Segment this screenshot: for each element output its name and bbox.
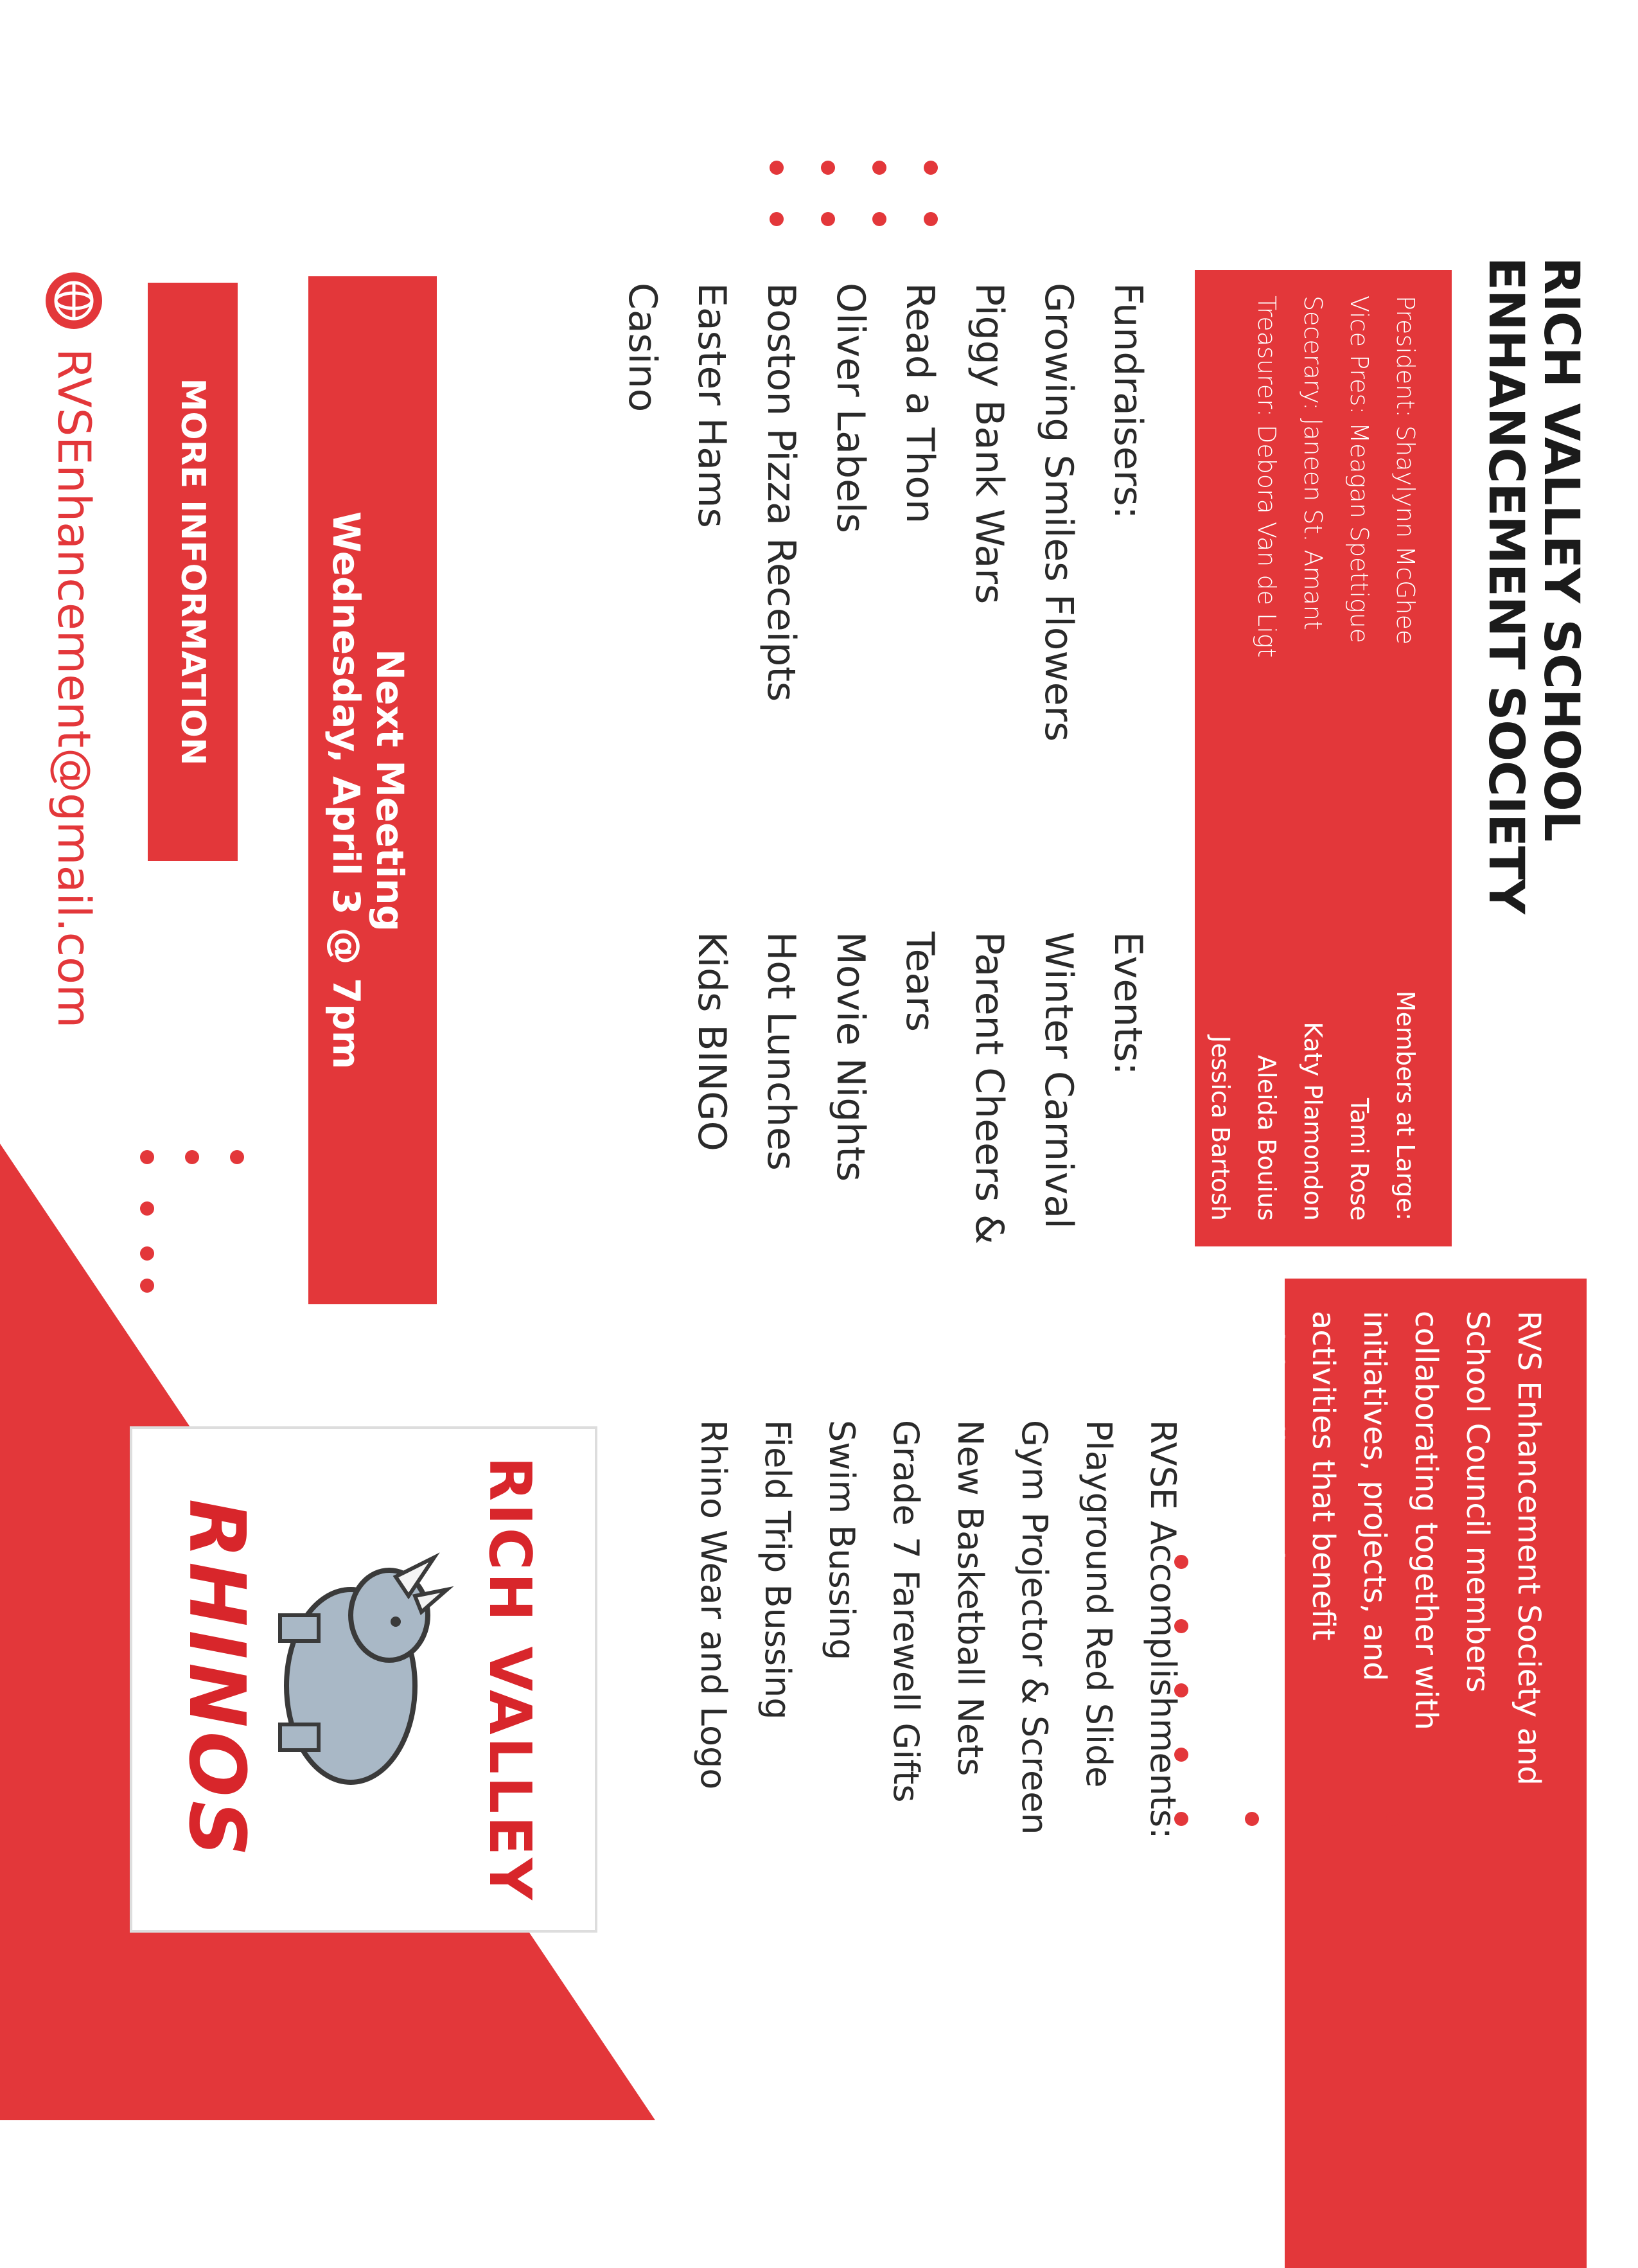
more-information-banner [148,283,238,861]
decor-dot [185,1150,199,1164]
officer-vice-president: Vice Pres: Meagan Spettigue [1345,296,1373,644]
next-meeting-banner [308,276,437,1304]
page-title [1479,257,1589,1156]
decor-dot [821,212,835,226]
list-item: Kids BINGO [689,932,734,1151]
officers-list [1244,296,1429,861]
member-name: Jessica Bartosh [1206,1035,1235,1221]
mission-panel [1254,1279,1587,2268]
events-list [677,932,1163,1446]
decor-dot [872,161,886,175]
mission-line: Rich Valley Students. [1254,1311,1290,1636]
member-name: Aleida Bouius [1253,1055,1281,1221]
list-item: Boston Pizza Receipts [759,283,804,702]
rhino-mascot-icon [267,1551,473,1808]
list-item: Field Trip Bussing [757,1420,798,1720]
decor-dot [140,1279,154,1293]
officer-treasurer: Treasurer: Debora Van de Ligt [1253,296,1281,658]
list-item: Movie Nights [828,932,873,1182]
officers-panel [1195,270,1452,1246]
decor-dot [230,1150,244,1164]
rhinos-logo [130,1426,597,1933]
contact-email-row [39,270,109,1105]
list-item: Casino [620,283,665,412]
meeting-date: Wednesday, April 3 @ 7pm [324,511,368,1070]
decor-dot [1245,1812,1259,1826]
more-information-label: MORE INFORMATION [173,378,212,766]
mission-line: initiatives, projects, and [1357,1311,1393,1681]
members-at-large [1197,887,1429,1221]
member-name: Katy Plamondon [1299,1022,1327,1221]
title-line-2: ENHANCEMENT SOCIETY [1478,257,1535,914]
events-heading: Events: [1105,932,1150,1076]
list-item: Gym Projector & Screen [1014,1420,1055,1835]
decor-dot [140,1150,154,1164]
mission-text [1246,1311,1554,1966]
contact-email-link[interactable]: RVSEnhancement@gmail.com [48,348,100,1029]
decor-dot [140,1201,154,1216]
decor-dot [924,212,938,226]
decor-dot [140,1246,154,1261]
mission-line: collaborating together with [1408,1311,1444,1730]
list-item: Growing Smiles Flowers [1036,283,1081,742]
decor-dot [770,212,784,226]
list-item: New Basketball Nets [950,1420,991,1776]
officer-secretary: Secerary: Janeen St. Amant [1299,296,1327,630]
officer-president: President: Shaylynn McGhee [1391,296,1420,645]
decor-dot [872,212,886,226]
logo-text: RICH VALLEY [476,1456,543,1903]
list-item: Tears [897,932,942,1032]
list-item: Playground Red Slide [1079,1420,1119,1788]
members-heading: Members at Large: [1391,990,1420,1221]
accomplishments-heading: RVSE Accomplishments: [1143,1420,1183,1839]
list-item: Read a Thon [897,283,942,524]
mission-line: activities that benefit [1305,1311,1341,1641]
list-item: Easter Hams [689,283,734,528]
title-line-1: RICH VALLEY SCHOOL [1533,257,1590,842]
decor-dot [1386,1812,1400,1826]
globe-icon [43,270,105,332]
fundraisers-heading: Fundraisers: [1105,283,1150,519]
list-item: Swim Bussing [822,1420,862,1661]
logo-text: RHINOS [172,1498,261,1861]
list-item: Rhino Wear and Logo [693,1420,734,1790]
fundraisers-list [608,283,1163,887]
list-item: Grade 7 Farewell Gifts [886,1420,926,1803]
list-item: Parent Cheers & [967,932,1012,1245]
list-item: Oliver Labels [828,283,873,533]
mission-line: School Council members [1459,1311,1495,1693]
decor-dot [1316,1812,1330,1826]
list-item: Piggy Bank Wars [967,283,1012,605]
list-item: Hot Lunches [759,932,804,1171]
accomplishments-list [681,1420,1195,1998]
decor-dot [924,161,938,175]
decor-dot [770,161,784,175]
meeting-heading: Next Meeting [368,648,412,932]
list-item: Winter Carnival [1036,932,1081,1229]
mission-line: RVS Enhancement Society and [1511,1311,1547,1785]
decor-dot [821,161,835,175]
member-name: Tami Rose [1345,1098,1373,1221]
